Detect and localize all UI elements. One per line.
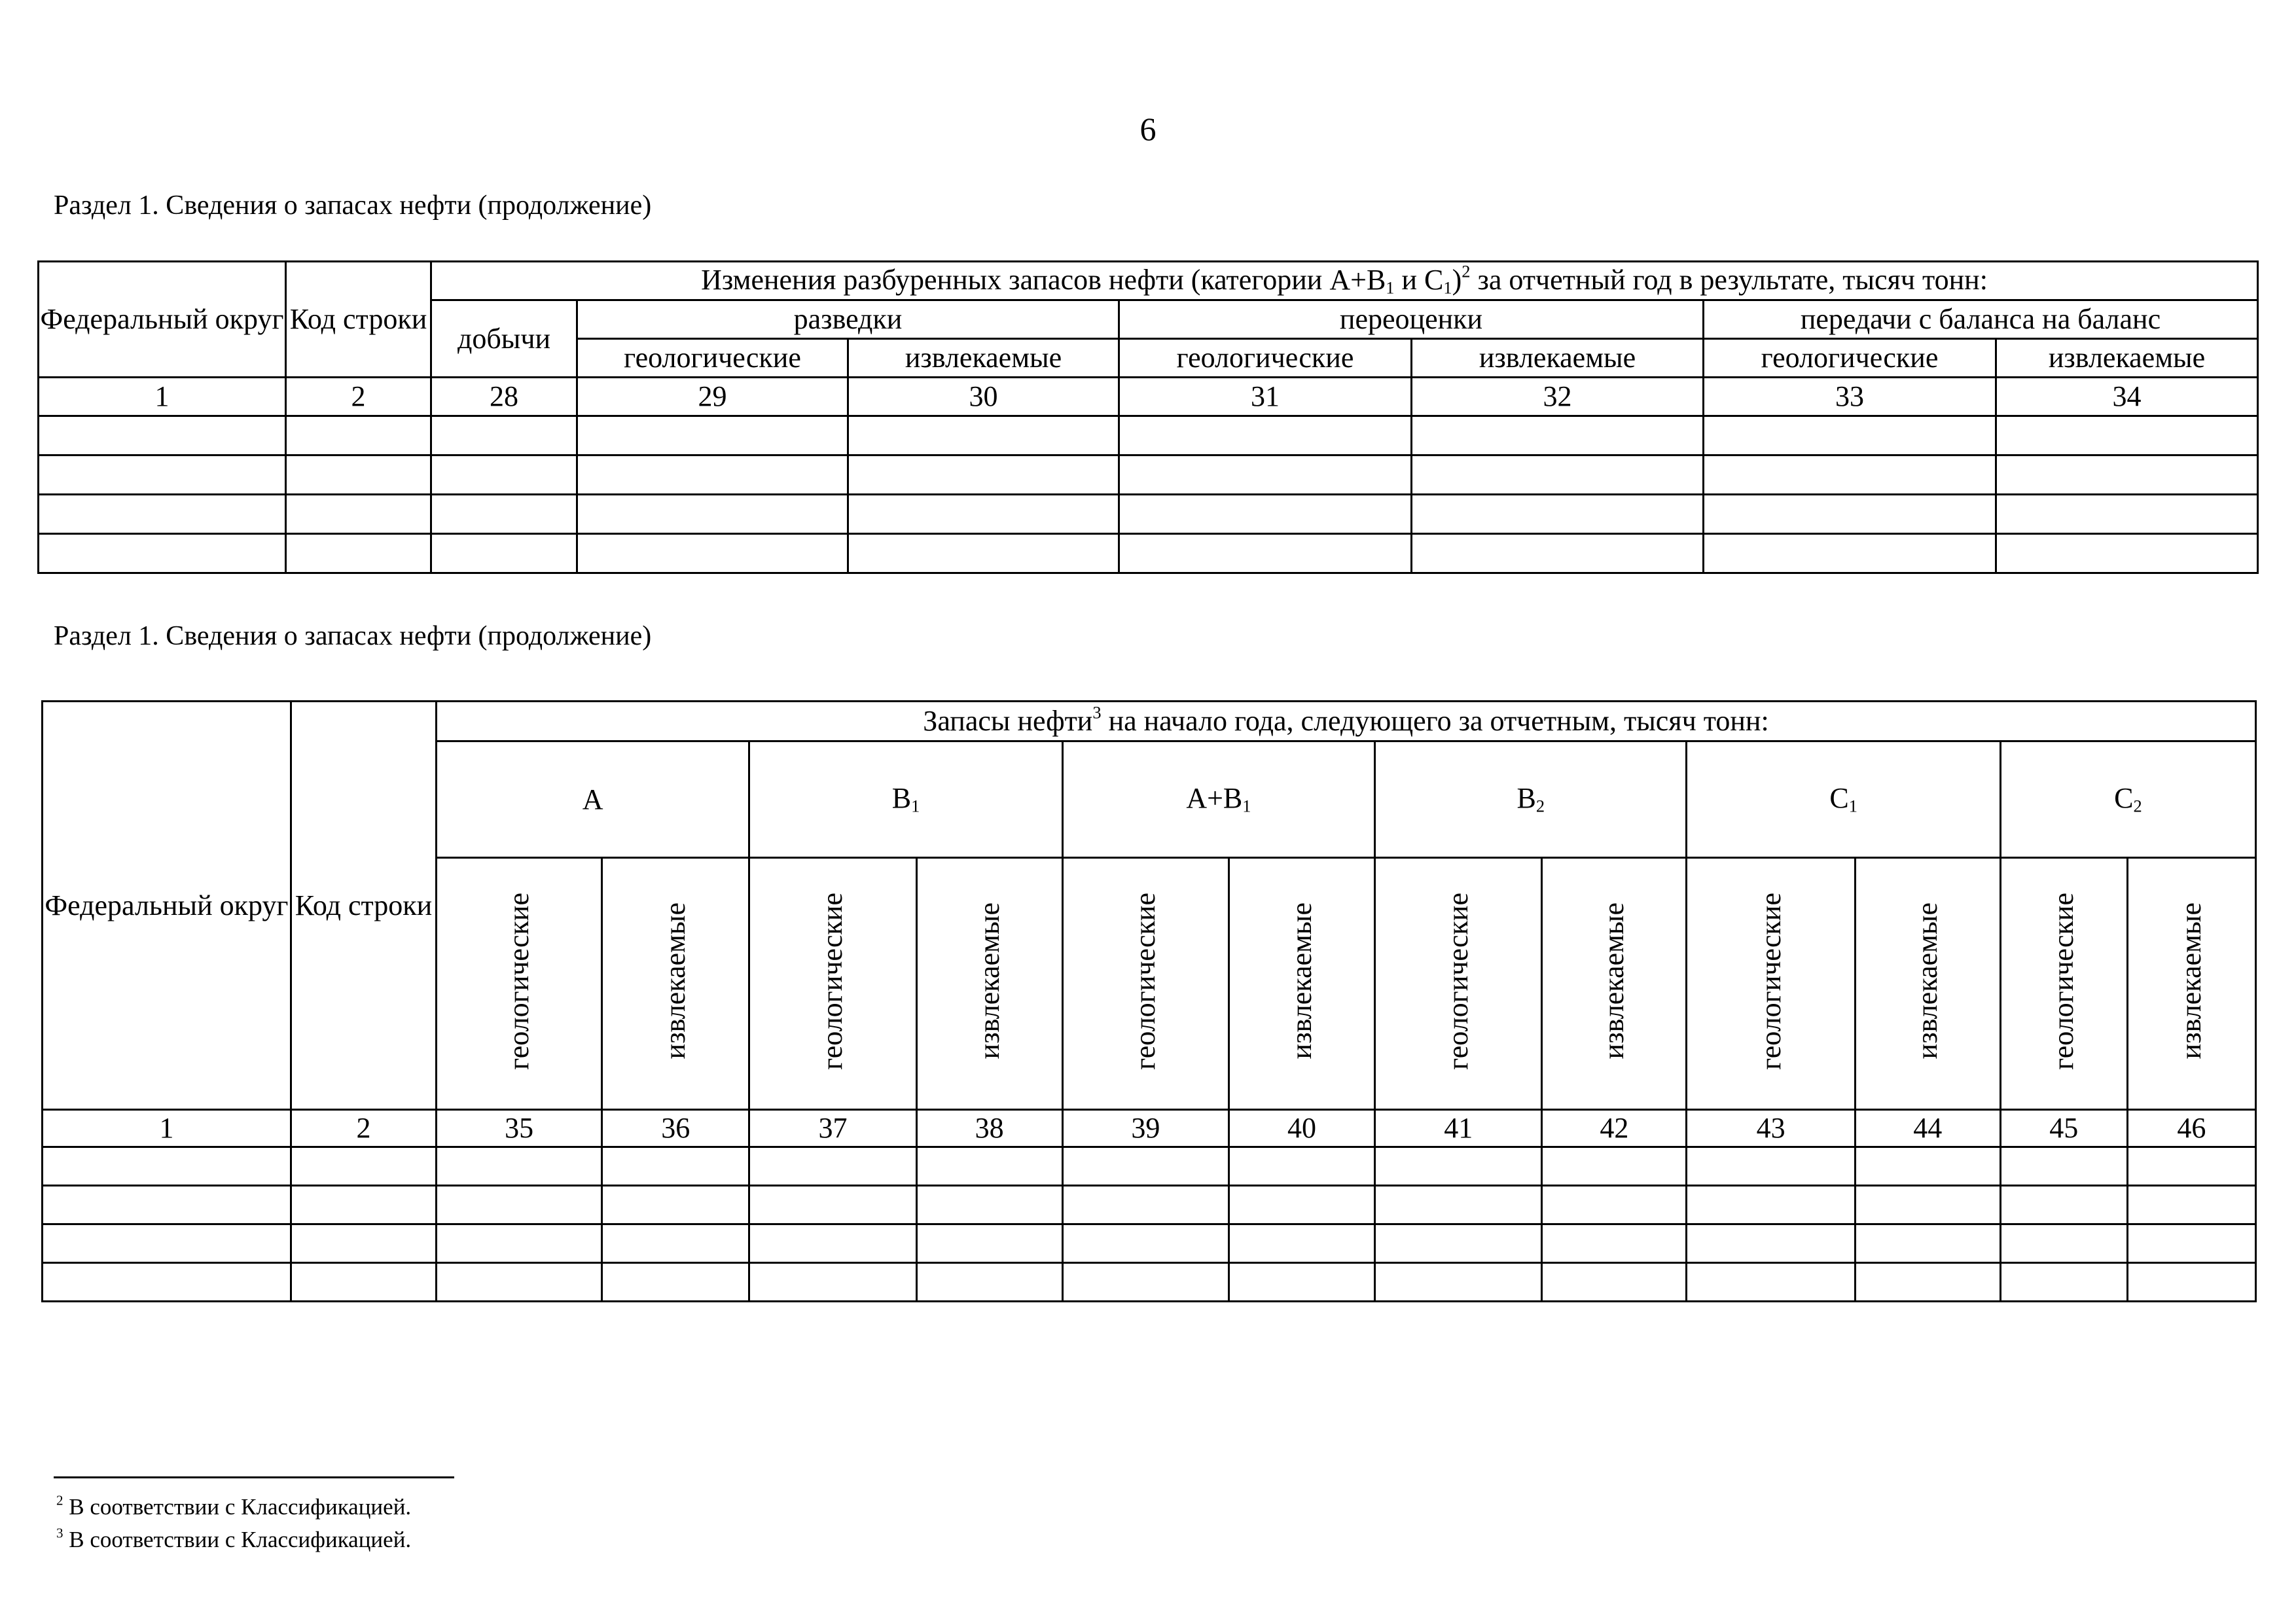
balance-transfer-header: передачи с баланса на баланс	[1704, 300, 2258, 339]
table-cell	[2000, 1186, 2127, 1224]
table1-title: Изменения разбуренных запасов нефти (категории $А+В_1$ и $С_1)^2$ за отчетный год в результате, тысяч тонн:	[431, 262, 2258, 300]
table-cell	[436, 1147, 601, 1186]
table-cell	[1229, 1186, 1374, 1224]
table-cell	[749, 1186, 916, 1224]
table-cell	[2127, 1263, 2255, 1302]
table-cell	[43, 1224, 291, 1263]
table-cell	[2127, 1147, 2255, 1186]
table-row	[43, 1147, 2256, 1186]
table-cell	[431, 495, 577, 534]
table-cell	[291, 1224, 436, 1263]
table-cell	[916, 1263, 1062, 1302]
table-cell	[1704, 534, 1996, 573]
table-cell	[1996, 534, 2258, 573]
column-number: 31	[1119, 378, 1412, 416]
recoverable-header-text: извлекаемые	[973, 902, 1005, 1060]
table-cell	[1375, 1263, 1542, 1302]
category-label: А	[582, 783, 603, 815]
recoverable-header-text: извлекаемые	[1285, 902, 1318, 1060]
federal-district-header: Федеральный округ	[43, 702, 291, 1110]
table-cell	[602, 1224, 749, 1263]
recoverable-header-text: извлекаемые	[1911, 902, 1944, 1060]
geological-header	[749, 858, 916, 1110]
recoverable-header-text: извлекаемые	[2175, 902, 2208, 1060]
footnote-separator	[54, 1476, 454, 1478]
category-label: А+В	[1186, 782, 1243, 814]
row-code-header: Код строки	[286, 262, 431, 378]
table-cell	[577, 534, 848, 573]
table-cell	[749, 1263, 916, 1302]
table-cell	[602, 1147, 749, 1186]
recoverable-header-text: извлекаемые	[1598, 902, 1630, 1060]
table-row	[39, 495, 2258, 534]
recoverable-header	[2127, 858, 2255, 1110]
table-cell	[848, 455, 1119, 495]
column-number: 37	[749, 1110, 916, 1147]
table-cell	[602, 1186, 749, 1224]
table-drilled-reserves-changes	[37, 260, 2259, 574]
recoverable-header	[1542, 858, 1687, 1110]
table-cell	[1542, 1224, 1687, 1263]
table-cell	[431, 534, 577, 573]
table-cell	[1855, 1147, 2000, 1186]
geological-header	[2000, 858, 2127, 1110]
geological-header-text: геологические	[1442, 892, 1475, 1070]
column-number-row	[39, 378, 2258, 416]
category-label: С	[2114, 782, 2134, 814]
section-heading: Раздел 1. Сведения о запасах нефти (продолжение)	[54, 621, 652, 651]
column-number: 29	[577, 378, 848, 416]
column-number: 41	[1375, 1110, 1542, 1147]
table-cell	[1062, 1186, 1229, 1224]
table-cell	[1996, 416, 2258, 455]
production-header: добычи	[431, 300, 577, 378]
table2-title: Запасы нефти$^3$ на начало года, следующего за отчетным, тысяч тонн:	[436, 702, 2255, 741]
column-number: 44	[1855, 1110, 2000, 1147]
table-cell	[1687, 1224, 1855, 1263]
category-subscript: 1	[1848, 796, 1857, 816]
table-cell	[2127, 1186, 2255, 1224]
geological-header-text: геологические	[503, 892, 535, 1070]
table-cell	[39, 495, 286, 534]
table-cell	[1412, 534, 1704, 573]
table-row	[39, 455, 2258, 495]
table-cell	[43, 1186, 291, 1224]
table-cell	[291, 1147, 436, 1186]
table-cell	[749, 1147, 916, 1186]
table-cell	[1542, 1263, 1687, 1302]
table-cell	[848, 495, 1119, 534]
column-number-row	[43, 1110, 2256, 1147]
table-cell	[1119, 534, 1412, 573]
table-cell	[602, 1263, 749, 1302]
column-number: 45	[2000, 1110, 2127, 1147]
recoverable-header-text: извлекаемые	[659, 902, 692, 1060]
footnote: $^2$ В соответствии с Классификацией.	[56, 1492, 412, 1520]
table-cell	[1119, 455, 1412, 495]
table-cell	[916, 1147, 1062, 1186]
table-cell	[1996, 455, 2258, 495]
federal-district-header: Федеральный округ	[39, 262, 286, 378]
table-cell	[431, 416, 577, 455]
table-cell	[1412, 495, 1704, 534]
table-cell	[1704, 455, 1996, 495]
geological-header	[1062, 858, 1229, 1110]
column-number: 1	[43, 1110, 291, 1147]
table-cell	[1119, 495, 1412, 534]
category-label: В	[1516, 782, 1536, 814]
table-cell	[1704, 416, 1996, 455]
revaluation-header: переоценки	[1119, 300, 1704, 339]
category-label: С	[1829, 782, 1849, 814]
column-number: 30	[848, 378, 1119, 416]
table-row	[39, 416, 2258, 455]
table-cell	[39, 455, 286, 495]
category-subscript: 1	[1242, 796, 1251, 816]
geological-header-text: геологические	[2047, 892, 2080, 1070]
table-cell	[1855, 1224, 2000, 1263]
category-subscript: 2	[2133, 796, 2142, 816]
table-row	[43, 1224, 2256, 1263]
geological-header	[1687, 858, 1855, 1110]
table-cell	[436, 1263, 601, 1302]
table-cell	[286, 455, 431, 495]
table-cell	[1229, 1224, 1374, 1263]
column-number: 1	[39, 378, 286, 416]
table-cell	[1687, 1186, 1855, 1224]
table-cell	[1542, 1186, 1687, 1224]
table-cell	[848, 534, 1119, 573]
column-number: 42	[1542, 1110, 1687, 1147]
column-number: 2	[286, 378, 431, 416]
geological-header: геологические	[577, 339, 848, 378]
table-cell	[436, 1224, 601, 1263]
recoverable-header	[602, 858, 749, 1110]
table-cell	[43, 1263, 291, 1302]
column-number: 32	[1412, 378, 1704, 416]
section-heading: Раздел 1. Сведения о запасах нефти (продолжение)	[54, 190, 652, 221]
category-label: В	[891, 782, 912, 814]
column-number: 46	[2127, 1110, 2255, 1147]
column-number: 39	[1062, 1110, 1229, 1147]
table-cell	[1375, 1147, 1542, 1186]
table-cell	[1062, 1147, 1229, 1186]
table-cell	[1229, 1263, 1374, 1302]
column-number: 38	[916, 1110, 1062, 1147]
table-cell	[39, 416, 286, 455]
reserve-category-header	[436, 741, 749, 858]
recoverable-header	[1855, 858, 2000, 1110]
table-cell	[1996, 495, 2258, 534]
table-cell	[1412, 416, 1704, 455]
column-number: 40	[1229, 1110, 1374, 1147]
table-cell	[577, 495, 848, 534]
table-reserves-next-year	[41, 700, 2257, 1302]
table-row	[43, 1263, 2256, 1302]
footnote: $^3$ В соответствии с Классификацией.	[56, 1525, 412, 1552]
geological-header-text: геологические	[816, 892, 849, 1070]
table-cell	[2127, 1224, 2255, 1263]
exploration-header: разведки	[577, 300, 1119, 339]
table-row	[39, 534, 2258, 573]
table-cell	[848, 416, 1119, 455]
table-cell	[39, 534, 286, 573]
reserve-category-header	[1062, 741, 1374, 858]
table-cell	[1687, 1263, 1855, 1302]
table-cell	[1542, 1147, 1687, 1186]
table-cell	[286, 495, 431, 534]
table-cell	[1062, 1263, 1229, 1302]
table-cell	[749, 1224, 916, 1263]
geological-header-text: геологические	[1129, 892, 1162, 1070]
reserve-category-header	[2000, 741, 2255, 858]
column-number: 35	[436, 1110, 601, 1147]
table-cell	[43, 1147, 291, 1186]
page-number: 6	[1139, 111, 1157, 147]
row-code-header: Код строки	[291, 702, 436, 1110]
table-cell	[1119, 416, 1412, 455]
geological-header: геологические	[1119, 339, 1412, 378]
category-subscript: 1	[911, 796, 920, 816]
table-cell	[291, 1263, 436, 1302]
table-cell	[431, 455, 577, 495]
table-cell	[2000, 1263, 2127, 1302]
column-number: 43	[1687, 1110, 1855, 1147]
column-number: 33	[1704, 378, 1996, 416]
table-cell	[1412, 455, 1704, 495]
table-cell	[1855, 1263, 2000, 1302]
recoverable-header: извлекаемые	[1996, 339, 2258, 378]
table-cell	[2000, 1147, 2127, 1186]
column-number: 36	[602, 1110, 749, 1147]
table-cell	[916, 1224, 1062, 1263]
table-cell	[1062, 1224, 1229, 1263]
table-cell	[1855, 1186, 2000, 1224]
table-cell	[1229, 1147, 1374, 1186]
table-cell	[1375, 1186, 1542, 1224]
reserve-category-header	[1687, 741, 2000, 858]
recoverable-header	[916, 858, 1062, 1110]
table-cell	[1375, 1224, 1542, 1263]
geological-header: геологические	[1704, 339, 1996, 378]
table-cell	[286, 416, 431, 455]
column-number: 2	[291, 1110, 436, 1147]
table-cell	[1704, 495, 1996, 534]
reserve-category-header	[749, 741, 1062, 858]
recoverable-header	[1229, 858, 1374, 1110]
reserve-category-header	[1375, 741, 1687, 858]
column-number: 28	[431, 378, 577, 416]
column-number: 34	[1996, 378, 2258, 416]
table-row	[43, 1186, 2256, 1224]
table-cell	[1687, 1147, 1855, 1186]
table-cell	[2000, 1224, 2127, 1263]
table-cell	[577, 455, 848, 495]
category-subscript: 2	[1535, 796, 1545, 816]
geological-header	[436, 858, 601, 1110]
table-cell	[436, 1186, 601, 1224]
geological-header	[1375, 858, 1542, 1110]
geological-header-text: геологические	[1754, 892, 1787, 1070]
table-cell	[577, 416, 848, 455]
recoverable-header: извлекаемые	[1412, 339, 1704, 378]
table-cell	[286, 534, 431, 573]
table-cell	[291, 1186, 436, 1224]
recoverable-header: извлекаемые	[848, 339, 1119, 378]
table-cell	[916, 1186, 1062, 1224]
